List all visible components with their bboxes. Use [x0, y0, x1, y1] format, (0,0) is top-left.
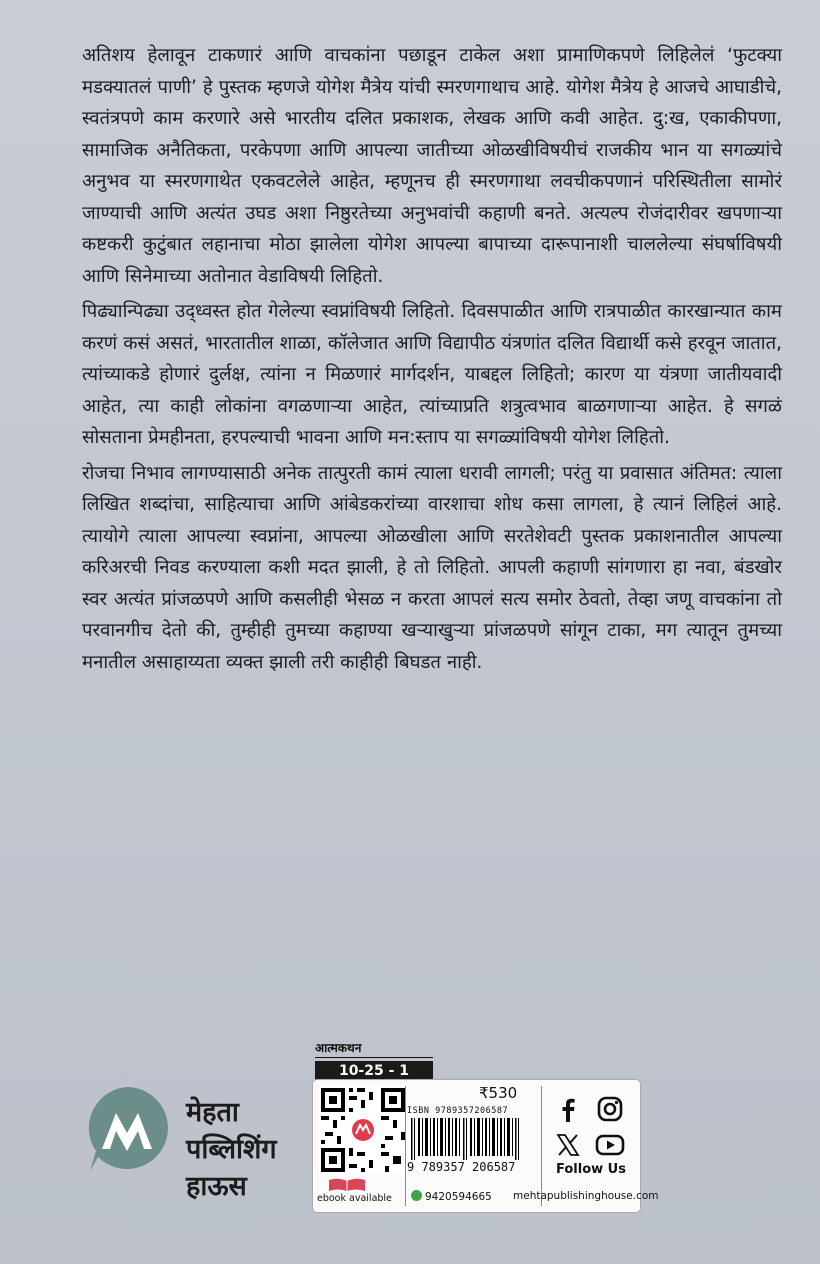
publisher-name-line-3: हाऊस	[186, 1171, 247, 1202]
barcode-number: 9 789357 206587	[407, 1160, 516, 1174]
publisher-name-line-1: मेहता	[186, 1097, 239, 1128]
price-sticker	[313, 1080, 659, 1212]
social-icons	[547, 1090, 635, 1166]
category-label: आत्मकथन	[315, 1039, 433, 1058]
barcode-icon	[409, 1118, 521, 1160]
ebook-icon	[327, 1178, 367, 1192]
qr-code-icon	[319, 1086, 407, 1174]
publisher-name-line-2: पब्लिशिंग	[186, 1134, 277, 1165]
ebook-badge	[317, 1178, 407, 1208]
sticker-divider-1	[405, 1086, 406, 1206]
ebook-label: ebook available	[317, 1193, 392, 1204]
publisher-name	[186, 1094, 277, 1205]
instagram-icon[interactable]	[595, 1094, 625, 1124]
book-code: 10-25 - 1	[315, 1061, 433, 1081]
publisher-logo-icon	[82, 1083, 172, 1173]
blurb-paragraph-3: रोजचा निभाव लागण्यासाठी अनेक तात्पुरती कामं त्याला धरावी लागली; परंतु या प्रवासात अंतिमत: त्याला लिखित शब्दांचा, साहित्याचा आणि आंबेडकरांच्या वारशाचा शोध कसा लागला, हे त्यानं लिहिलं आहे. त्यायोगे त्याला आपल्या स्वप्नांना, आपल्या ओळखीला आणि सरतेशेवटी पुस्तक प्रकाशनातील आपल्या करिअरची निवड करण्याला कशी मदत झाली, हे तो लिहितो. आपली कहाणी सांगणारा हा नवा, बंडखोर स्वर अत्यंत प्रांजळपणे आणि कसलीही भेसळ न करता आपलं सत्य समोर ठेवतो, तेव्हा जणू वाचकांना तो परवानगीच देतो की, तुम्हीही तुमच्या कहाण्या खऱ्याखुऱ्या प्रांजळपणे सांगून टाका, मग त्यातून तुमच्या मनातील असाहाय्यता व्यक्त झाली तरी काहीही बिघडत नाही.	[82, 462, 782, 673]
follow-us-label: Follow Us	[556, 1162, 626, 1177]
facebook-icon[interactable]	[553, 1094, 583, 1124]
phone-number: 9420594665	[425, 1191, 492, 1203]
blurb-text	[82, 40, 782, 682]
blurb-paragraph-1: अतिशय हेलावून टाकणारं आणि वाचकांना पछाडून टाकेल अशा प्रामाणिकपणे लिहिलेलं ‘फुटक्या मडक्यातलं पाणी’ हे पुस्तक म्हणजे योगेश मैत्रेय यांची स्मरणगाथाच आहे. योगेश मैत्रेय हे आजचे आघाडीचे, स्वतंत्रपणे काम करणारे असे भारतीय दलित प्रकाशक, लेखक आणि कवी आहेत. दु:ख, एकाकीपणा, सामाजिक अनैतिकता, परकेपणा आणि आपल्या जातीच्या ओळखीविषयीचं राजकीय भान या सगळ्यांचे अनुभव या स्मरणगाथेत एकवटलेले आहेत, म्हणूनच ही स्मरणगाथा लवचीकपणानं परिस्थितीला सामोरं जाण्याची आणि अत्यंत उघड अशा निष्ठुरतेच्या अनुभवांची कहाणी बनते. अत्यल्प रोजंदारीवर खपणाऱ्या कष्टकरी कुटुंबात लहानाचा मोठा झालेला योगेश आपल्या बापाच्या दारूपानाशी चाललेल्या संघर्षाविषयी आणि सिनेमाच्या अतोनात वेडाविषयी लिहितो.	[82, 45, 782, 287]
sticker-divider-2	[541, 1086, 542, 1206]
price-label: ₹530	[479, 1084, 518, 1102]
isbn-label: ISBN 9789357206587	[407, 1106, 509, 1116]
blurb-paragraph-2: पिढ्यान्पिढ्या उद्ध्वस्त होत गेलेल्या स्वप्नांविषयी लिहितो. दिवसपाळीत आणि रात्रपाळीत कारखान्यात काम करणं कसं असतं, भारतातील शाळा, कॉलेजात आणि विद्यापीठ यंत्रणांत दलित विद्यार्थी कसे हरवून जातात, त्यांच्याकडे होणारं दुर्लक्ष, त्यांना न मिळणारं मार्गदर्शन, याबद्दल लिहितो; कारण या यंत्रणा जातीयवादी आहेत, त्या काही लोकांना वगळणाऱ्या आहेत, त्यांच्याप्रति शत्रुत्वभाव बाळगणाऱ्या आहेत. हे सगळं सोसताना प्रेमहीनता, हरपल्याची भावना आणि मन:स्ताप या सगळ्यांविषयी योगेश लिहितो.	[82, 301, 782, 448]
website-link[interactable]: mehtapublishinghouse.com	[513, 1190, 659, 1202]
whatsapp-contact	[411, 1190, 492, 1203]
whatsapp-icon	[411, 1190, 422, 1201]
youtube-icon[interactable]	[595, 1130, 625, 1160]
x-icon[interactable]	[553, 1130, 583, 1160]
